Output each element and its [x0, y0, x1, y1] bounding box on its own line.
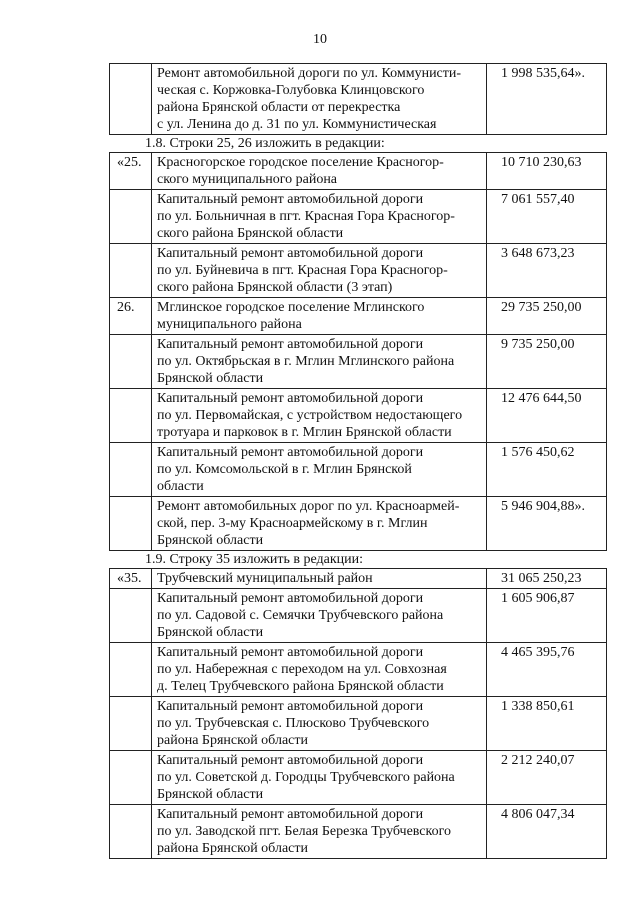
- description-cell: Капитальный ремонт автомобильной дороги по ул. Буйневича в пгт. Красная Гора Красногор- ского района Брянской области (3 этап): [152, 244, 487, 298]
- table-row: [110, 244, 607, 298]
- row-number-cell: 26.: [110, 298, 152, 335]
- amount-cell: 2 212 240,07: [487, 751, 607, 805]
- amount-cell: 9 735 250,00: [487, 335, 607, 389]
- table-row: [110, 697, 607, 751]
- description-cell: Капитальный ремонт автомобильной дороги по ул. Набережная с переходом на ул. Совхозная д. Телец Трубчевского района Брянской области: [152, 643, 487, 697]
- amount-cell: 12 476 644,50: [487, 389, 607, 443]
- section-heading-1-9: 1.9. Строку 35 изложить в редакции:: [145, 552, 364, 567]
- row-number-cell: «25.: [110, 153, 152, 190]
- table-row: [110, 443, 607, 497]
- row-number-cell: [110, 190, 152, 244]
- table-row: [110, 64, 607, 135]
- row-number-cell: [110, 244, 152, 298]
- table-row: [110, 589, 607, 643]
- row-number-cell: «35.: [110, 569, 152, 589]
- amount-cell: 4 806 047,34: [487, 805, 607, 859]
- row-number-cell: [110, 751, 152, 805]
- description-cell: Трубчевский муниципальный район: [152, 569, 487, 589]
- amount-cell: 1 576 450,62: [487, 443, 607, 497]
- description-cell: Капитальный ремонт автомобильной дороги по ул. Октябрьская в г. Мглин Мглинского района Брянской области: [152, 335, 487, 389]
- row-number-cell: [110, 389, 152, 443]
- description-cell: Мглинское городское поселение Мглинского муниципального района: [152, 298, 487, 335]
- row-number-cell: [110, 697, 152, 751]
- table-row: [110, 153, 607, 190]
- description-cell: Красногорское городское поселение Красногор- ского муниципального района: [152, 153, 487, 190]
- table-row: [110, 298, 607, 335]
- row-number-cell: [110, 64, 152, 135]
- description-cell: Капитальный ремонт автомобильной дороги по ул. Трубчевская с. Плюсково Трубчевского района Брянской области: [152, 697, 487, 751]
- amount-cell: 1 338 850,61: [487, 697, 607, 751]
- amount-cell: 31 065 250,23: [487, 569, 607, 589]
- table-row: [110, 497, 607, 551]
- amount-cell: 4 465 395,76: [487, 643, 607, 697]
- table-row: [110, 569, 607, 589]
- row-number-cell: [110, 335, 152, 389]
- amount-cell: 1 998 535,64».: [487, 64, 607, 135]
- row-number-cell: [110, 643, 152, 697]
- table-row: [110, 190, 607, 244]
- page-number: 10: [313, 32, 327, 47]
- amount-cell: 5 946 904,88».: [487, 497, 607, 551]
- row-number-cell: [110, 497, 152, 551]
- row-number-cell: [110, 443, 152, 497]
- table-row: [110, 643, 607, 697]
- description-cell: Ремонт автомобильной дороги по ул. Коммунисти- ческая с. Коржовка-Голубовка Клинцовского района Брянской области от перекрестка с ул. Ленина до д. 31 по ул. Коммунистическая: [152, 64, 487, 135]
- description-cell: Капитальный ремонт автомобильной дороги по ул. Садовой с. Семячки Трубчевского района Брянской области: [152, 589, 487, 643]
- description-cell: Ремонт автомобильных дорог по ул. Красноармей- ской, пер. 3-му Красноармейскому в г. Мглин Брянской области: [152, 497, 487, 551]
- description-cell: Капитальный ремонт автомобильной дороги по ул. Заводской пгт. Белая Березка Трубчевского района Брянской области: [152, 805, 487, 859]
- row-number-cell: [110, 805, 152, 859]
- description-cell: Капитальный ремонт автомобильной дороги по ул. Советской д. Городцы Трубчевского района Брянской области: [152, 751, 487, 805]
- table-row: [110, 335, 607, 389]
- table-row: [110, 389, 607, 443]
- document-body: [109, 63, 606, 859]
- amount-cell: 3 648 673,23: [487, 244, 607, 298]
- table-block-c: [109, 568, 607, 859]
- description-cell: Капитальный ремонт автомобильной дороги по ул. Больничная в пгт. Красная Гора Красногор- ского района Брянской области: [152, 190, 487, 244]
- table-row: [110, 805, 607, 859]
- amount-cell: 7 061 557,40: [487, 190, 607, 244]
- description-cell: Капитальный ремонт автомобильной дороги по ул. Первомайская, с устройством недостающего тротуара и парковок в г. Мглин Брянской области: [152, 389, 487, 443]
- table-row: [110, 751, 607, 805]
- table-block-a: [109, 63, 607, 135]
- table-block-b: [109, 152, 607, 551]
- section-heading-1-8: 1.8. Строки 25, 26 изложить в редакции:: [145, 136, 385, 151]
- amount-cell: 29 735 250,00: [487, 298, 607, 335]
- row-number-cell: [110, 589, 152, 643]
- amount-cell: 1 605 906,87: [487, 589, 607, 643]
- amount-cell: 10 710 230,63: [487, 153, 607, 190]
- description-cell: Капитальный ремонт автомобильной дороги по ул. Комсомольской в г. Мглин Брянской области: [152, 443, 487, 497]
